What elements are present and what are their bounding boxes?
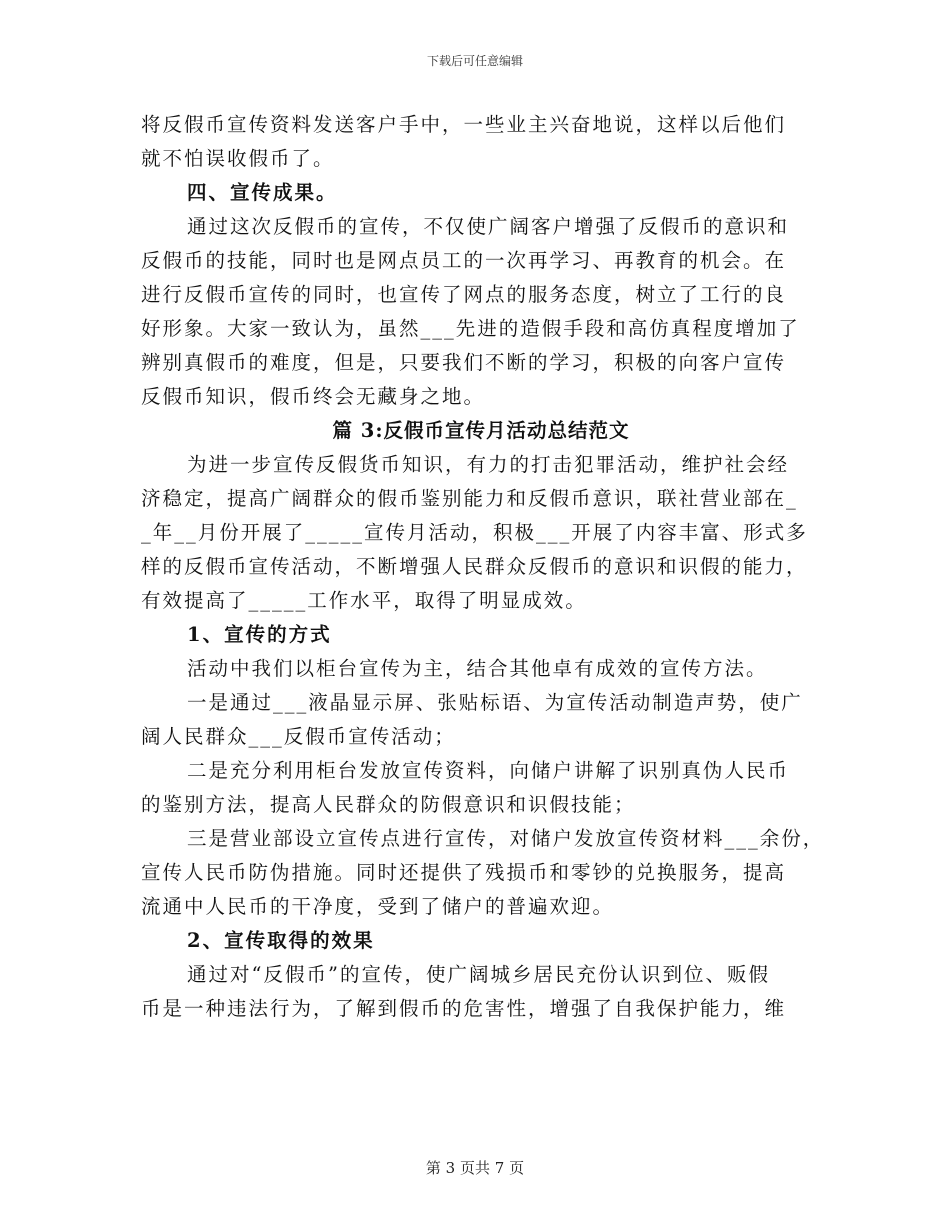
body-line: 济稳定，提高广阔群众的假币鉴别能力和反假币意识，联社营业部在_ xyxy=(141,487,798,510)
body-line: 将反假币宣传资料发送客户手中，一些业主兴奋地说，这样以后他们 xyxy=(141,113,787,136)
page-footer: 第 3 页共 7 页 xyxy=(425,1159,525,1177)
body-line: 的鉴别方法，提高人民群众的防假意识和识假技能； xyxy=(141,793,636,816)
body-line: 币是一种违法行为，了解到假币的危害性，增强了自我保护能力，维 xyxy=(141,997,787,1020)
body-line: 有效提高了_____工作水平，取得了明显成效。 xyxy=(141,589,587,612)
body-line: 三是营业部设立宣传点进行宣传，对储户发放宣传资材料___余份， xyxy=(187,827,825,850)
page-header: 下载后可任意编辑 xyxy=(426,54,523,68)
body-line: 反假币的技能，同时也是网点员工的一次再学习、再教育的机会。在 xyxy=(141,249,787,272)
body-line: 为进一步宣传反假货币知识，有力的打击犯罪活动，维护社会经 xyxy=(187,453,790,476)
body-line: _年__月份开展了_____宣传月活动，积极___开展了内容丰富、形式多 xyxy=(141,521,808,544)
body-line: 二是充分利用柜台发放宣传资料，向储户讲解了识别真伪人民币 xyxy=(187,759,790,782)
body-line: 好形象。大家一致认为，虽然___先进的造假手段和高仿真程度增加了 xyxy=(141,317,800,340)
section-heading: 四、宣传成果。 xyxy=(187,181,338,204)
body-line: 流通中人民币的干净度，受到了储户的普遍欢迎。 xyxy=(141,895,615,918)
body-line: 一是通过___液晶显示屏、张贴标语、为宣传活动制造声势，使广 xyxy=(187,691,803,714)
document-body xyxy=(141,108,825,1026)
body-line: 宣传人民币防伪措施。同时还提供了残损币和零钞的兑换服务，提高 xyxy=(141,861,787,884)
body-line: 样的反假币宣传活动，不断增强人民群众反假币的意识和识假的能力， xyxy=(141,555,808,578)
section-heading: 1、宣传的方式 xyxy=(187,623,332,646)
body-line: 就不怕误收假币了。 xyxy=(141,147,335,170)
section-heading: 2、宣传取得的效果 xyxy=(187,929,375,952)
body-line: 辨别真假币的难度，但是，只要我们不断的学习，积极的向客户宣传 xyxy=(141,351,787,374)
body-line: 活动中我们以柜台宣传为主，结合其他卓有成效的宣传方法。 xyxy=(187,657,768,680)
article-title: 篇 3:反假币宣传月活动总结范文 xyxy=(332,419,630,442)
body-line: 通过对“反假币”的宣传，使广阔城乡居民充份认识到位、贩假 xyxy=(187,963,770,986)
body-line: 通过这次反假币的宣传，不仅使广阔客户增强了反假币的意识和 xyxy=(187,215,790,238)
body-line: 进行反假币宣传的同时，也宣传了网点的服务态度，树立了工行的良 xyxy=(141,283,787,306)
body-line: 反假币知识，假币终会无藏身之地。 xyxy=(141,385,486,408)
body-line: 阔人民群众___反假币宣传活动； xyxy=(141,725,456,748)
